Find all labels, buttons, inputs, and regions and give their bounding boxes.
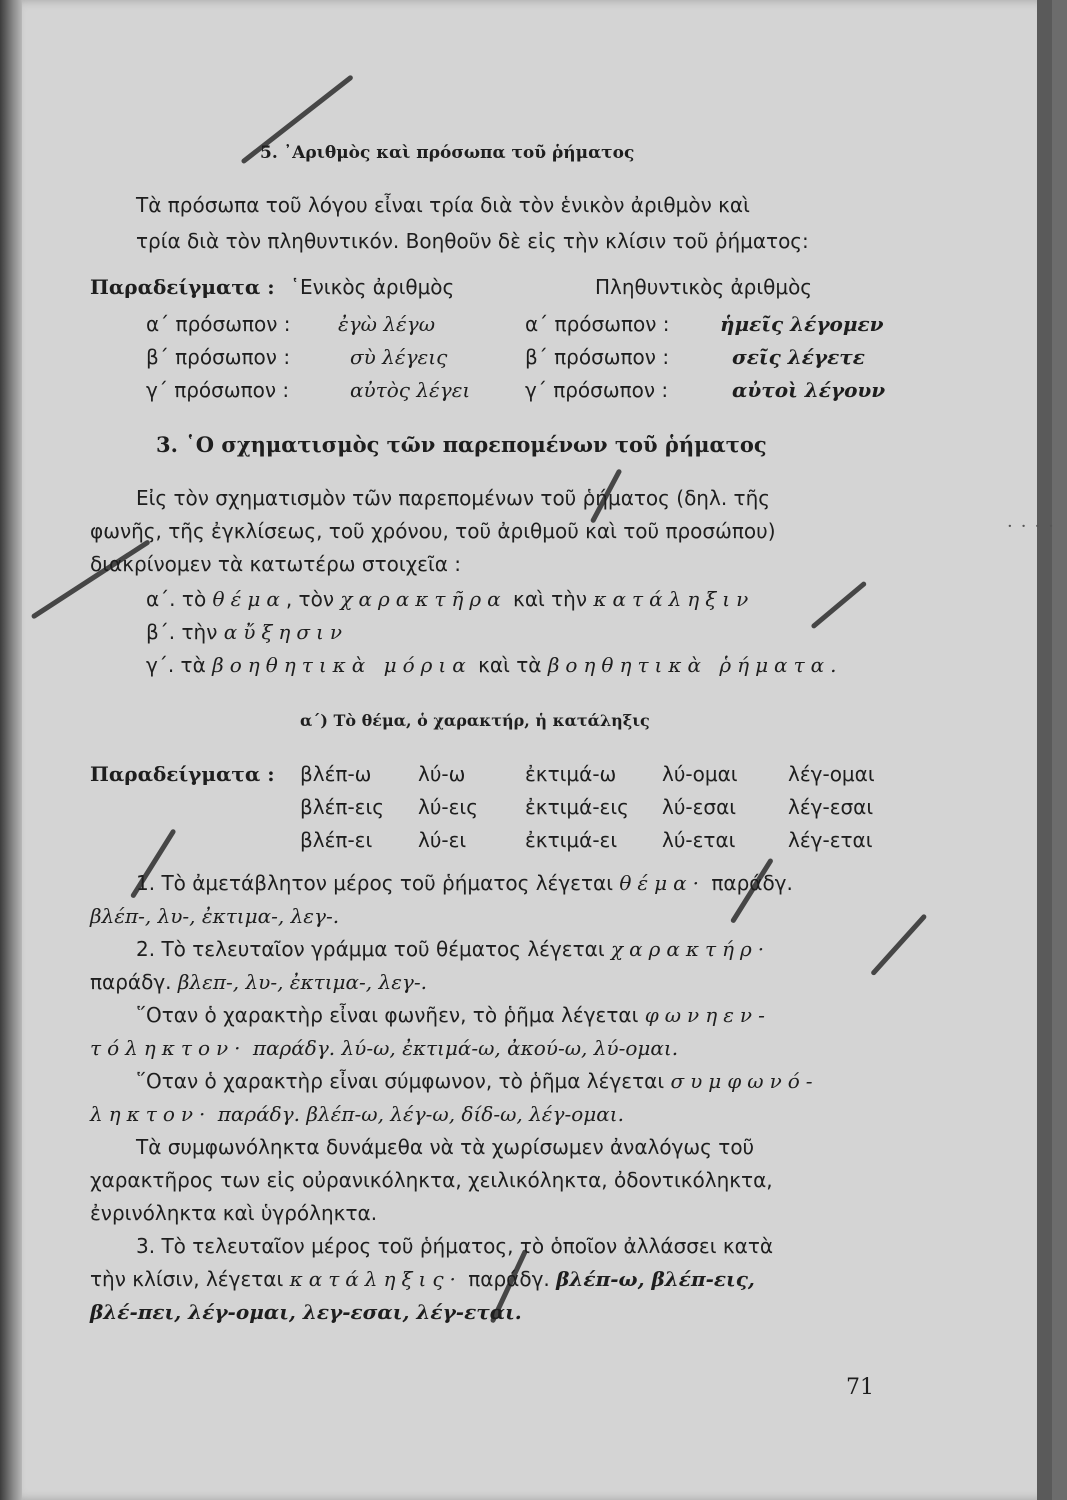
singular-header: ῾Ενικὸς ἀριθμὸς [290,275,455,299]
person-label: β΄ πρόσωπον : [146,345,291,369]
rule-3-line: τὴν κλίσιν, λέγεται κατάληξις· παράδγ. βλέπ-ω, βλέπ-εις, [90,1267,755,1291]
margin-dots: ···· [1007,516,1062,537]
book-spine [0,0,22,1500]
person-label: γ΄ πρόσωπον : [525,378,669,402]
rule-3-examples: βλέ-πει, λέγ-ομαι, λεγ-εσαι, λέγ-εται. [90,1300,522,1324]
rule-2: 2. Τὸ τελευταῖον γράμμα τοῦ θέματος λέγεται χαρακτήρ· [136,937,771,961]
person-label: β΄ πρόσωπον : [525,345,670,369]
table-cell: βλέπ-ω [300,762,372,786]
section-5-paragraph-line: τρία διὰ τὸν πληθυντικόν. Βοηθοῦν δὲ εἰς τὴν κλίσιν τοῦ ῥήματος: [136,229,809,253]
page-number: 71 [846,1375,874,1400]
table-cell: ἐκτιμά-εις [525,795,629,819]
element-a: α΄. τὸ θέμα, τὸν χαρακτῆρα καὶ τὴν κατάληξιν [146,587,755,611]
rule-vowel: ῞Οταν ὁ χαρακτὴρ εἶναι φωνῆεν, τὸ ῥῆμα λέγεται φωνηεν- [136,1003,771,1027]
consonant-classes-line: χαρακτῆρος των εἰς οὐρανικόληκτα, χειλικόληκτα, ὀδοντικόληκτα, [90,1168,773,1192]
consonant-classes-line: ἐνρινόληκτα καὶ ὑγρόληκτα. [90,1201,378,1225]
section-3-line: φωνῆς, τῆς ἐγκλίσεως, τοῦ χρόνου, τοῦ ἀριθμοῦ καὶ τοῦ προσώπου) [90,519,776,543]
table-cell: βλέπ-ει [300,828,373,852]
rule-vowel-examples: τόληκτον· παράδγ. λύ-ω, ἐκτιμά-ω, ἀκού-ω, λύ-ομαι. [90,1036,679,1060]
rule-consonant-examples: ληκτον· παράδγ. βλέπ-ω, λέγ-ω, δίδ-ω, λέγ-ομαι. [90,1102,624,1126]
table-cell: λύ-εσαι [662,795,737,819]
examples-label: Παραδείγματα : [90,762,275,786]
singular-form: αὐτὸς λέγει [350,378,471,402]
subsection-a-heading: α΄) Τὸ θέμα, ὁ χαρακτήρ, ἡ κατάληξις [300,711,650,730]
section-5-paragraph-line: Τὰ πρόσωπα τοῦ λόγου εἶναι τρία διὰ τὸν ἑνικὸν ἀριθμὸν καὶ [136,193,750,217]
consonant-classes-line: Τὰ συμφωνόληκτα δυνάμεθα νὰ τὰ χωρίσωμεν ἀναλόγως τοῦ [136,1135,755,1159]
rule-3: 3. Τὸ τελευταῖον μέρος τοῦ ῥήματος, τὸ ὁποῖον ἀλλάσσει κατὰ [136,1234,774,1258]
plural-header: Πληθυντικὸς ἀριθμὸς [595,275,813,299]
table-cell: λύ-ω [418,762,466,786]
plural-form: ἡμεῖς λέγομεν [720,312,884,336]
section-3-line: διακρίνομεν τὰ κατωτέρω στοιχεῖα : [90,552,462,576]
page-edge [1037,0,1052,1500]
table-cell: λέγ-εσαι [788,795,874,819]
table-cell: λύ-εις [418,795,478,819]
rule-1: 1. Τὸ ἀμετάβλητον μέρος τοῦ ῥήματος λέγεται θέμα· παράδγ. [136,871,793,895]
table-cell: ἐκτιμά-ω [525,762,617,786]
rule-1-examples: βλέπ-, λυ-, ἐκτιμα-, λεγ-. [90,904,340,928]
element-c: γ΄. τὰ βοηθητικὰ μόρια καὶ τὰ βοηθητικὰ ῥήματα. [146,653,843,677]
table-cell: βλέπ-εις [300,795,384,819]
table-cell: λέγ-εται [788,828,873,852]
table-cell: λέγ-ομαι [788,762,875,786]
element-b: β΄. τὴν αὔξησιν [146,620,349,644]
table-cell: λύ-ομαι [662,762,738,786]
section-5-heading: 5. ᾿Αριθμὸς καὶ πρόσωπα τοῦ ῥήματος [260,143,635,163]
pencil-mark [810,581,867,630]
singular-form: ἐγὼ λέγω [338,312,436,336]
table-cell: λύ-εται [662,828,736,852]
pencil-mark [870,913,927,976]
table-cell: ἐκτιμά-ει [525,828,618,852]
rule-consonant: ῞Οταν ὁ χαρακτὴρ εἶναι σύμφωνον, τὸ ῥῆμα λέγεται συμφωνό- [136,1069,819,1093]
person-label: α΄ πρόσωπον : [146,312,291,336]
rule-2-examples: παράδγ. βλεπ-, λυ-, ἐκτιμα-, λεγ-. [90,970,427,994]
person-label: α΄ πρόσωπον : [525,312,670,336]
person-label: γ΄ πρόσωπον : [146,378,290,402]
plural-form: αὐτοὶ λέγουν [732,378,886,402]
plural-form: σεῖς λέγετε [732,345,865,369]
examples-label: Παραδείγματα : [90,275,275,299]
section-3-heading: 3. ῾Ο σχηματισμὸς τῶν παρεπομένων τοῦ ῥήματος [156,432,767,457]
table-cell: λύ-ει [418,828,467,852]
book-page [22,0,1062,1500]
singular-form: σὺ λέγεις [350,345,448,369]
section-3-line: Εἰς τὸν σχηματισμὸν τῶν παρεπομένων τοῦ ῥήματος (δηλ. τῆς [136,486,770,510]
